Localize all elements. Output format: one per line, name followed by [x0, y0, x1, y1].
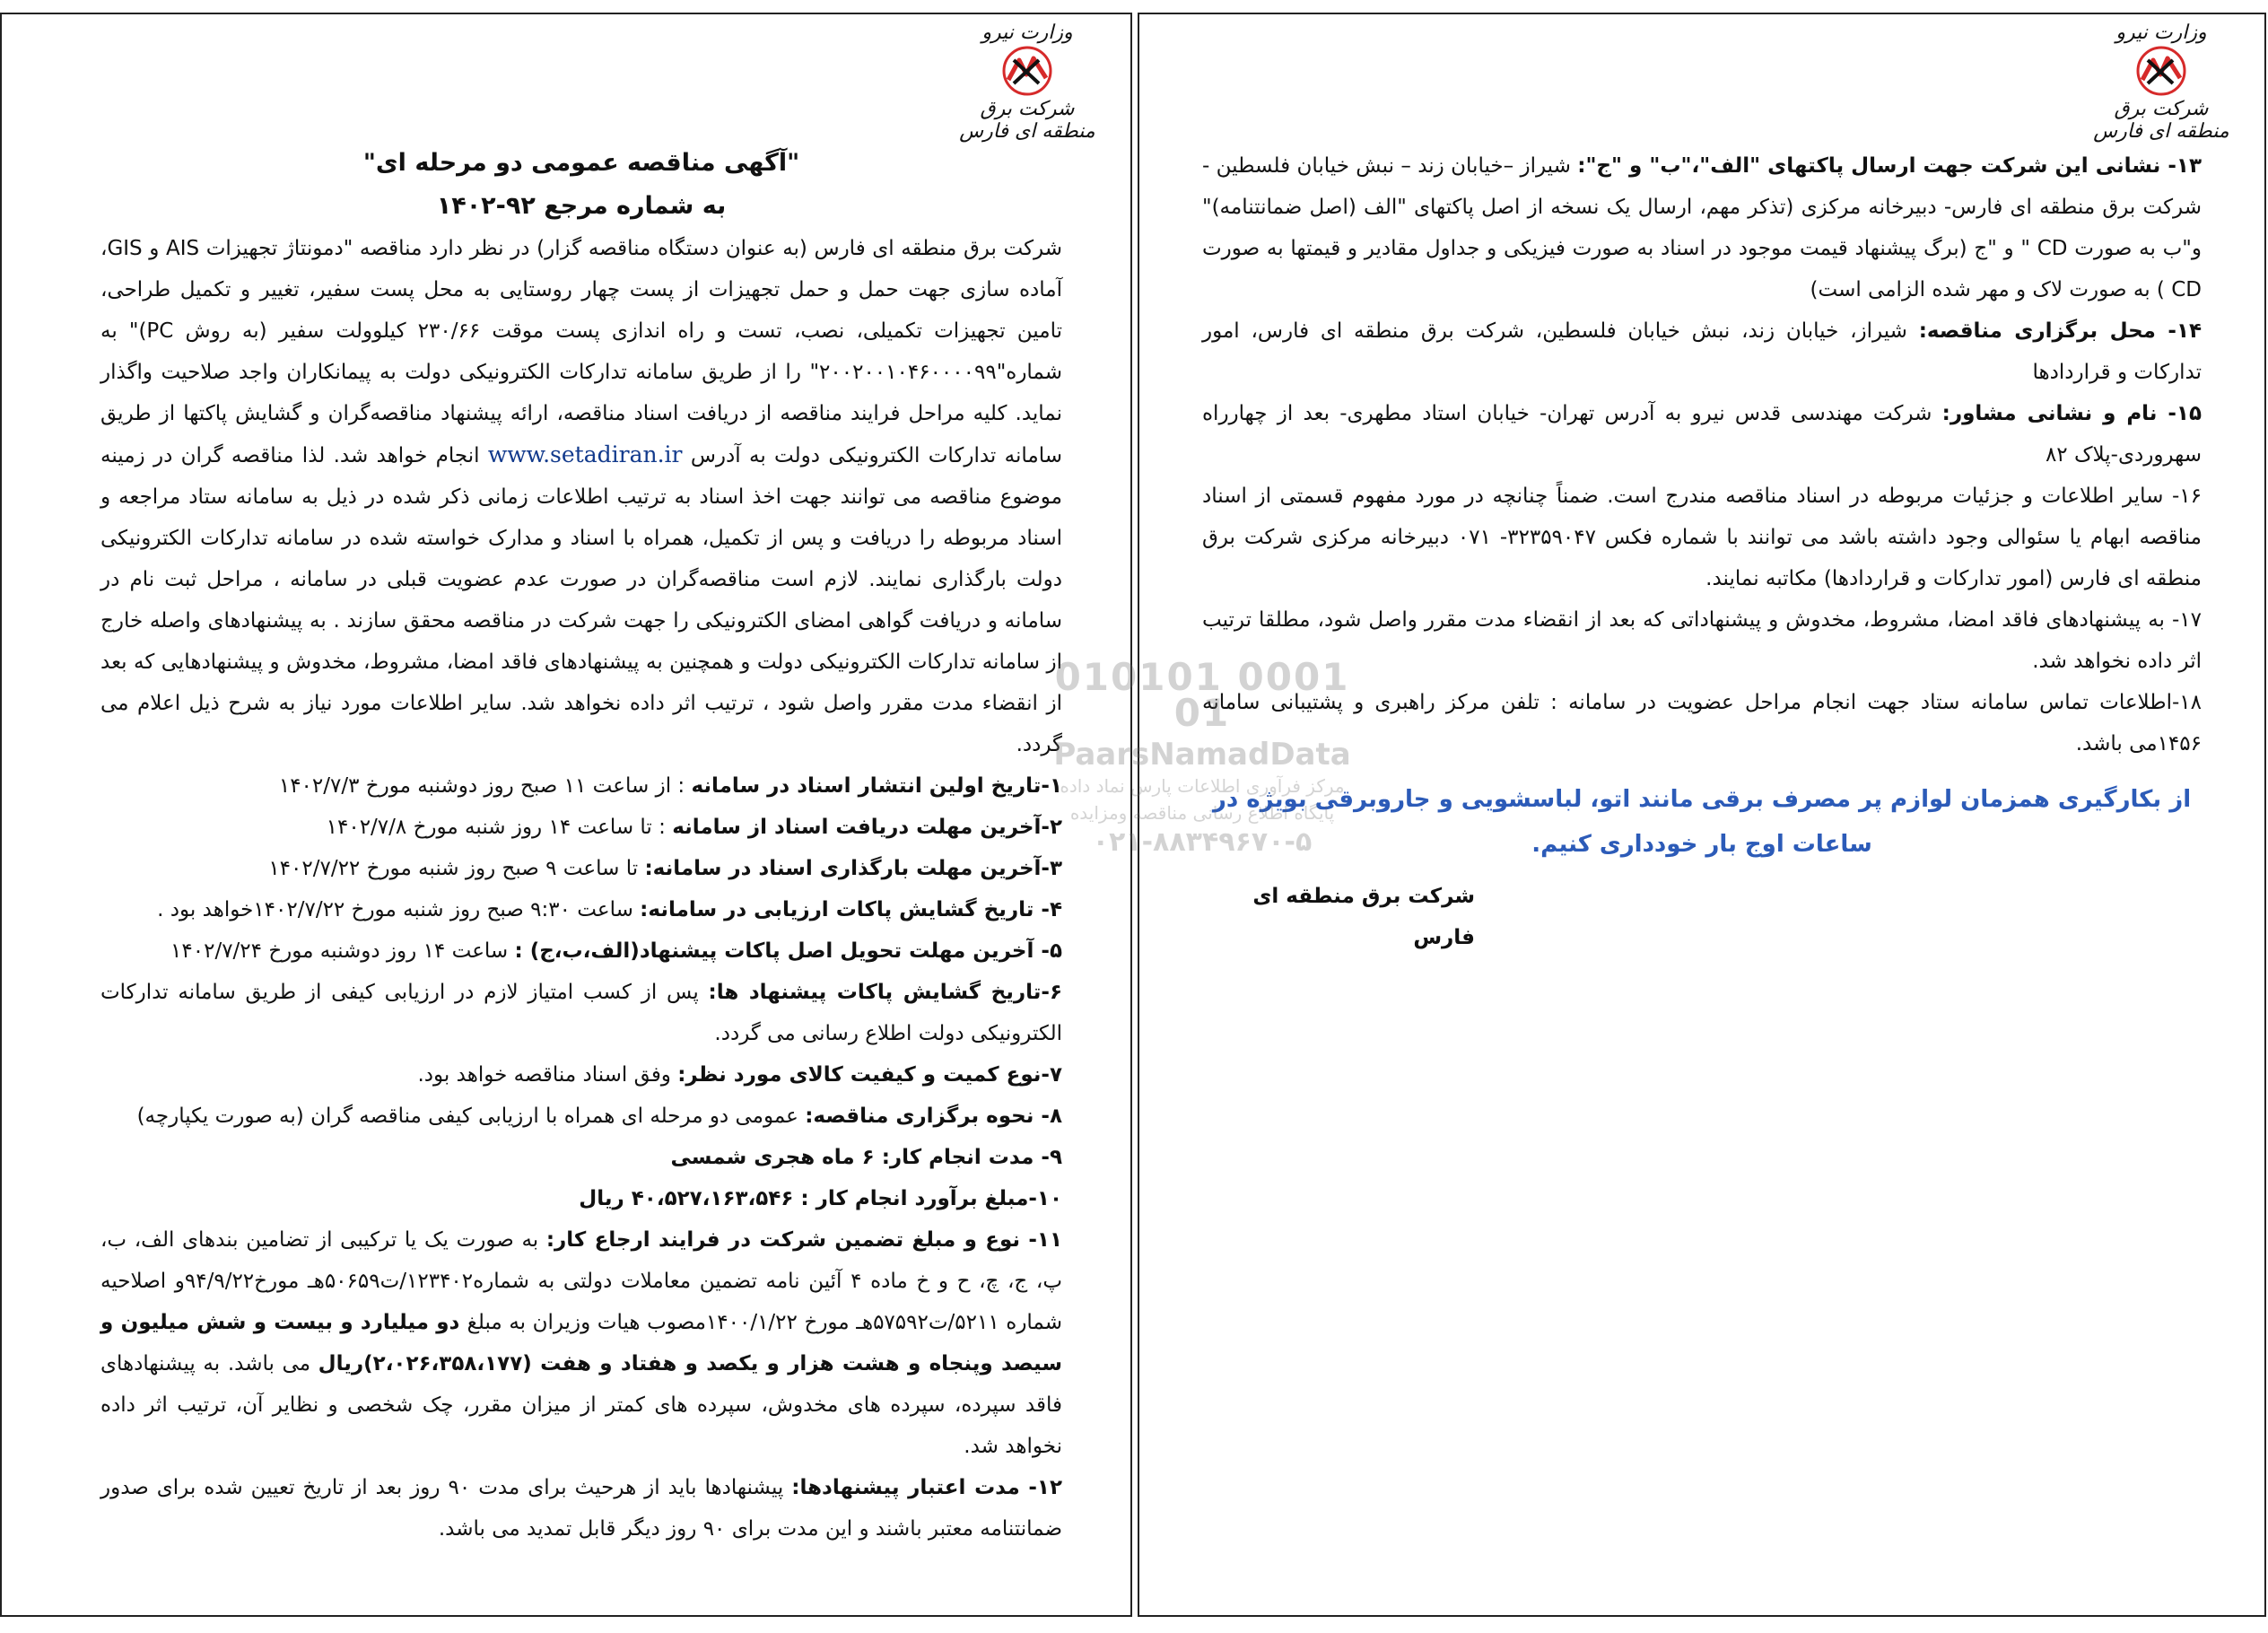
address-item [1202, 145, 2202, 310]
setadiran-link[interactable]: www.setadiran.ir [487, 441, 683, 467]
item-label: ۸- نحوه برگزاری مناقصه: [805, 1105, 1062, 1128]
item-label: ۳-آخرین مهلت بارگذاری اسناد در سامانه: [644, 857, 1062, 880]
notice-page-left [0, 13, 1132, 1617]
validity-item [100, 1467, 1062, 1550]
notice-page-right [1138, 13, 2266, 1617]
list-item [100, 1178, 1062, 1219]
item-text: : تا ساعت ۱۴ روز شنبه مورخ ۱۴۰۲/۷/۸ [326, 816, 673, 839]
list-item [100, 1054, 1062, 1096]
list-item [100, 972, 1062, 1054]
guarantee-item [100, 1219, 1062, 1467]
company-name: شرکت برق منطقه ای فارس [2093, 98, 2229, 143]
item-text: ساعت ۹:۳۰ صبح روز شنبه مورخ ۱۴۰۲/۷/۲۲خواهد بود . [157, 898, 641, 921]
item-label: ۱۵- نام و نشانی مشاور: [1941, 402, 2202, 425]
list-item [100, 1096, 1062, 1137]
energy-slogan: از بکارگیری همزمان لوازم پر مصرف برقی مانند اتو، لباسشویی و جاروبرقی بویژه در ساعات اوج بار خودداری کنیم. [1212, 786, 2192, 858]
watermark-phone: ۰۲۱-۸۸۳۴۹۶۷۰-۵ [1092, 826, 1313, 858]
item-text: پیشنهادها باید از هرحیث برای مدت ۹۰ روز بعد از تاریخ تعیین شده برای صدور ضمانتنامه معتبر باشند و این مدت برای ۹۰ روز دیگر قابل تمدید می باشد. [100, 1476, 1062, 1541]
ministry-name: وزارت نیرو [981, 22, 1073, 44]
company-logo [951, 20, 1103, 143]
item-text: عمومی دو مرحله ای همراه با ارزیابی کیفی مناقصه گران (به صورت یکپارچه) [136, 1105, 806, 1128]
item-text: وفق اسناد مناقصه خواهد بود. [417, 1063, 678, 1087]
item-text: شیراز، خیابان زند، نبش خیابان فلسطین، شرکت برق منطقه ای فارس، امور تدارکات و قراردادها [1202, 319, 2202, 384]
consultant-item [1202, 393, 2202, 476]
item-text: تا ساعت ۹ صبح روز شنبه مورخ ۱۴۰۲/۷/۲۲ [268, 857, 645, 880]
guarantee-amount: دو میلیارد و بیست و شش میلیون و سیصد وپنجاه و هشت هزار و یکصد و هفتاد و هفت (۲،۰۲۶،۳۵۸،۱۷۷)ریال [100, 1311, 1063, 1375]
item-label: ۱۳- نشانی این شرکت جهت ارسال پاکتهای "الف"،"ب" و "ج": [1577, 154, 2202, 178]
item-label: ۱۰-مبلغ برآورد انجام کار : ۴۰،۵۲۷،۱۶۳،۵۴۶ ریال [579, 1187, 1062, 1210]
item-label: ۱۲- مدت اعتبار پیشنهادها: [791, 1476, 1062, 1499]
item-label: ۴- تاریخ گشایش پاکات ارزیابی در سامانه: [640, 898, 1062, 921]
watermark-line2: پایگاه اطلاع رسانی مناقصه ومزایده [1069, 802, 1335, 824]
list-item [100, 765, 1062, 807]
item-text: پس از کسب امتیاز لازم در ارزیابی کیفی از طریق سامانه تدارکات الکترونیکی دولت اطلاع رسانی می گردد. [100, 981, 1062, 1045]
company-logo-right [2085, 20, 2237, 143]
item-text: ساعت ۱۴ روز دوشنبه مورخ ۱۴۰۲/۷/۲۴ [170, 939, 515, 963]
notice-body-left [100, 142, 1062, 1550]
notice-reference: به شماره مرجع ۹۲-۱۴۰۲ [436, 192, 727, 220]
watermark-brand: PaarsNamadData [1053, 737, 1351, 773]
item-label: ۱۴- محل برگزاری مناقصه: [1918, 319, 2203, 343]
list-item [100, 889, 1062, 930]
list-item [100, 848, 1062, 889]
item-label: ۷-نوع کمیت و کیفیت کالای مورد نظر: [677, 1063, 1062, 1087]
fre-logo-icon [996, 44, 1059, 98]
item-text: شرکت مهندسی قدس نیرو به آدرس تهران- خیابان استاد مطهری- بعد از چهارراه سهروردی-پلاک ۸۲ [1202, 402, 2202, 467]
list-item [100, 807, 1062, 848]
watermark-code: 010101 0001 01 [1054, 655, 1350, 735]
list-item [100, 1137, 1062, 1178]
ministry-name: وزارت نیرو [2115, 22, 2207, 44]
intro-text-b: انجام خواهد شد. لذا مناقصه گران در زمینه موضوع مناقصه می توانند جهت اخذ اسناد به ترتیب اطلاعات زمانی ذکر شده در ذیل به سامانه ستاد مراجعه و اسناد مربوطه را دریافت و پس از تکمیل، همراه با اسناد و مدارک خواسته شده در سامانه تدارکات الکترونیکی دولت بارگذاری نمایند. لازم است مناقصه‌گران در صورت عدم عضویت قبلی در سامانه ، مراحل ثبت نام در سامانه و دریافت گواهی امضای الکترونیکی را جهت شرکت در مناقصه محقق سازند . به پیشنهادهای واصله خارج از سامانه تدارکات الکترونیکی دولت و همچنین به پیشنهادهای فاقد امضا، مشروط، مخدوش و پیشنهادهایی که بعد از انقضاء مدت مقرر واصل شود ، ترتیب اثر داده نخواهد شد. سایر اطلاعات مورد نیاز به شرح ذیل اعلام می گردد. [100, 444, 1062, 756]
item-text: به صورت یک یا ترکیبی از تضامین بندهای الف، ب، پ، ج، چ، ح و خ ماده ۴ آئین نامه تضمین معاملات دولتی به شماره۱۲۳۴۰۲/ت۵۰۶۵۹هـ مورخ۹۴/۹/۲۲و اصلاحیه شماره ۵۲۱۱/ت۵۷۵۹۲هـ مورخ ۱۴۰۰/۱/۲۲مصوب هیات وزیران به مبلغ [100, 1228, 1062, 1334]
notice-body-right [1202, 145, 2202, 958]
fre-logo-icon [2130, 44, 2193, 98]
venue-item [1202, 310, 2202, 393]
list-item [100, 930, 1062, 972]
intro-paragraph [100, 228, 1062, 765]
notice-title: "آگهی مناقصه عمومی دو مرحله ای" [362, 149, 800, 177]
item-label: ۱-تاریخ اولین انتشار اسناد در سامانه [691, 774, 1062, 798]
intro-text-a: شرکت برق منطقه ای فارس (به عنوان دستگاه مناقصه گزار) در نظر دارد مناقصه "دمونتاژ تجهیزات AIS و GIS، آماده سازی جهت حمل و حمل تجهیزات از پست چهار روستایی به محل پست سفیر، تغییر و تکمیل طراحی، تامین تجهیزات تکمیلی، نصب، تست و راه اندازی پست موقت ۲۳۰/۶۶ کیلوولت سفیر (به روش PC)" به شماره"۲۰۰۲۰۰۱۰۴۶۰۰۰۰۹۹" را از طریق سامانه تدارکات الکترونیکی دولت به پیمانکاران واجد صلاحیت واگذار نماید. کلیه مراحل فرایند مناقصه از دریافت اسناد مناقصه، ارائه پیشنهاد مناقصه‌گران و گشایش پاکتها از طریق سامانه تدارکات الکترونیکی دولت به آدرس [100, 237, 1062, 467]
item-label: ۹- مدت انجام کار: ۶ ماه هجری شمسی [670, 1146, 1062, 1169]
item-text: شیراز –خیابان زند – نبش خیابان فلسطین - شرکت برق منطقه ای فارس- دبیرخانه مرکزی (تذکر مهم، ارسال یک نسخه از اصل پاکتهای "الف (اصل ضمانتنامه)" و"ب به صورت CD " و "ج (برگ پیشنهاد قیمت موجود در اسناد به صورت فیزیکی و جداول مقادیر و قیمتها به صورت CD ) به صورت لاک و مهر شده الزامی است) [1202, 154, 2202, 301]
item-label: ۶-تاریخ گشایش پاکات پیشنهاد ها: [708, 981, 1062, 1004]
item-label: ۲-آخرین مهلت دریافت اسناد از سامانه [672, 816, 1062, 839]
company-name: شرکت برق منطقه ای فارس [959, 98, 1095, 143]
rejection-item: ۱۷- به پیشنهادهای فاقد امضا، مشروط، مخدوش و پیشنهاداتی که بعد از انقضاء مدت مقرر واصل شود، مطلقا ترتیب اثر داده نخواهد شد. [1202, 608, 2202, 673]
tender-items-list [100, 765, 1062, 1550]
company-signature: شرکت برق منطقه ای فارس [1252, 885, 1475, 949]
item-text: می باشد. به پیشنهادهای فاقد سپرده، سپرده های مخدوش، سپرده های کمتر از میزان مقرر، چک شخصی و نظایر آن، ترتیب اثر داده نخواهد شد. [100, 1352, 1062, 1458]
contact-item: ۱۸-اطلاعات تماس سامانه ستاد جهت انجام مراحل عضویت در سامانه : تلفن مرکز راهبری و پشتیبانی سامانه ۱۴۵۶می باشد. [1202, 691, 2202, 755]
watermark-line1: مرکز فرآوری اطلاعات پارس نماد داده [1060, 775, 1345, 797]
item-label: ۵- آخرین مهلت تحویل اصل پاکات پیشنهاد(الف،ب،ج) : [514, 939, 1062, 963]
item-label: ۱۱- نوع و مبلغ تضمین شرکت در فرایند ارجاع کار: [545, 1228, 1062, 1252]
item-text: : از ساعت ۱۱ صبح روز دوشنبه مورخ ۱۴۰۲/۷/۳ [278, 774, 692, 798]
info-item: ۱۶- سایر اطلاعات و جزئیات مربوطه در اسناد مناقصه مندرج است. ضمناً چنانچه در مورد مفهوم قسمتی از اسناد مناقصه ابهام یا سئوالی وجود داشته باشد می توانند با شماره فکس ۳۲۳۵۹۰۴۷- ۰۷۱ دبیرخانه مرکزی شرکت برق منطقه ای فارس (امور تدارکات و قراردادها) مکاتبه نمایند. [1202, 485, 2202, 590]
